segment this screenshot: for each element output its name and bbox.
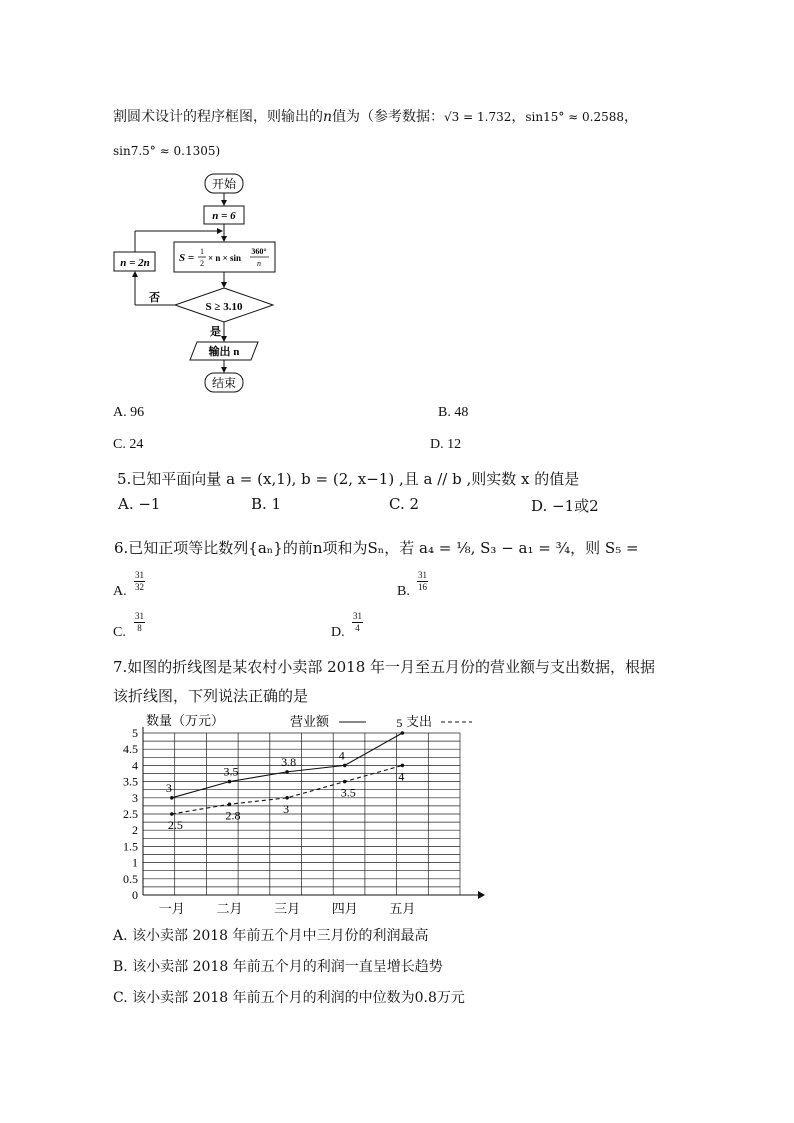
- flow-output-label: 输出 n: [208, 346, 240, 358]
- chart-x-ticks: [159, 902, 416, 917]
- legend-expense-label: 支出: [406, 715, 433, 730]
- y-tick-label: 4: [132, 758, 138, 773]
- data-point: [170, 796, 174, 800]
- q4-sqrt3: √3 = 1.732: [444, 110, 512, 124]
- q5-stem: 5.已知平面向量 a = (x,1), b = (2, x−1) ,且 a // b ,则实数 x 的值是: [117, 470, 580, 488]
- flow-calc-frac-num: 360°: [251, 247, 267, 256]
- data-label: 5: [396, 716, 403, 730]
- flowchart: [105, 168, 305, 398]
- y-tick-label: 3: [132, 790, 138, 805]
- data-label: 2.8: [225, 808, 241, 823]
- q6-option-a-label[interactable]: A.: [113, 584, 127, 599]
- q7-option-c[interactable]: C. 该小卖部 2018 年前五个月的利润的中位数为0.8万元: [113, 990, 465, 1006]
- x-tick-label: 四月: [331, 902, 358, 917]
- q6-option-a-frac[interactable]: [134, 570, 145, 593]
- data-label: 3: [165, 780, 172, 795]
- data-point: [343, 780, 347, 784]
- y-tick-label: 0: [132, 888, 138, 902]
- chart-axes: [143, 727, 485, 899]
- data-point: [170, 812, 174, 816]
- q4-sin15: sin15° ≈ 0.2588: [525, 110, 625, 124]
- q4-option-d[interactable]: D. 12: [430, 437, 462, 452]
- q4-option-a[interactable]: A. 96: [113, 405, 145, 420]
- q6-option-a-num: 31: [135, 570, 144, 580]
- q6-stem: 6.已知正项等比数列{aₙ}的前n项和为Sₙ，若 a₄ = ⅛, S₃ − a₁ = ¾，则 S₅ =: [114, 539, 639, 557]
- flow-no-label: 否: [149, 292, 160, 304]
- y-tick-label: 5: [132, 726, 138, 740]
- flow-calc-half-den: 2: [200, 259, 204, 268]
- data-label: 2.5: [167, 818, 183, 832]
- q6-option-d-label[interactable]: D.: [331, 625, 345, 640]
- data-point: [343, 764, 347, 768]
- flow-calc-frac-den: n: [257, 259, 261, 268]
- legend-revenue-label: 营业额: [290, 715, 330, 730]
- flow-start-label: 开始: [211, 177, 237, 191]
- data-label: 4: [338, 748, 345, 763]
- data-point: [401, 764, 405, 768]
- q6-option-d-num: 31: [353, 611, 362, 621]
- data-point: [285, 796, 289, 800]
- q7-stem-line1: 7.如图的折线图是某农村小卖部 2018 年一月至五月份的营业额与支出数据，根据: [113, 658, 656, 676]
- q5-option-a[interactable]: A. −1: [118, 495, 161, 513]
- q4-stem-var: n: [323, 109, 333, 125]
- line-chart: [110, 708, 490, 923]
- chart-legend: [290, 714, 472, 730]
- q6-option-d-frac[interactable]: [352, 611, 363, 634]
- q6-option-c-frac[interactable]: [134, 611, 145, 634]
- y-tick-label: 2.5: [123, 807, 138, 821]
- q4-option-b[interactable]: B. 48: [438, 405, 469, 420]
- data-point: [228, 780, 232, 784]
- x-tick-label: 五月: [389, 902, 416, 917]
- q5-option-c[interactable]: C. 2: [389, 495, 420, 513]
- flow-yes-label: 是: [210, 326, 221, 338]
- flow-cond-label: S ≥ 3.10: [205, 301, 243, 313]
- y-tick-label: 4.5: [123, 742, 138, 757]
- x-tick-label: 二月: [216, 902, 243, 917]
- y-tick-label: 3.5: [123, 774, 138, 789]
- q4-sin75: sin7.5° ≈ 0.1305): [113, 144, 221, 158]
- x-tick-label: 一月: [158, 902, 185, 917]
- q4-stem-line1: 割圆术设计的程序框图，则输出的n值为（参考数据：√3 = 1.732，sin15° ≈ 0.2588，: [113, 109, 639, 125]
- flow-calc-half-num: 1: [200, 247, 204, 256]
- q5-option-b[interactable]: B. 1: [251, 495, 282, 513]
- flow-init-label: n = 6: [212, 210, 236, 222]
- q6-option-b-label[interactable]: B.: [397, 584, 410, 599]
- y-tick-label: 2: [132, 823, 138, 838]
- flow-calc-a: S =: [179, 252, 195, 264]
- q6-option-b-num: 31: [418, 570, 427, 580]
- flow-calc-b: × n × sin: [208, 253, 242, 263]
- y-tick-label: 1: [132, 855, 138, 870]
- y-tick-label: 0.5: [123, 871, 138, 886]
- q4-stem-mid: 值为（参考数据：: [332, 109, 445, 125]
- x-axis-arrow: [478, 891, 485, 899]
- q5-option-d[interactable]: D. −1或2: [531, 497, 599, 515]
- q6-option-b-den: 16: [418, 582, 427, 592]
- data-label: 4: [398, 769, 405, 784]
- q4-stem-prefix: 割圆术设计的程序框图，则输出的: [113, 109, 323, 125]
- q6-option-b-frac[interactable]: [417, 570, 428, 593]
- q7-option-b[interactable]: B. 该小卖部 2018 年前五个月的利润一直呈增长趋势: [113, 959, 443, 975]
- q6-option-a-den: 32: [135, 582, 144, 592]
- data-label: 3.8: [281, 754, 297, 769]
- data-point: [401, 731, 405, 735]
- q6-option-c-den: 8: [137, 623, 142, 633]
- chart-series: [166, 716, 405, 832]
- chart-y-ticks: [123, 726, 138, 902]
- x-tick-label: 三月: [274, 902, 301, 917]
- q4-option-c[interactable]: C. 24: [113, 437, 144, 452]
- y-tick-label: 1.5: [123, 839, 138, 854]
- q6-option-c-label[interactable]: C.: [113, 625, 126, 640]
- q6-option-c-num: 31: [135, 611, 144, 621]
- q6-option-d-den: 4: [355, 623, 360, 633]
- data-label: 3.5: [340, 785, 356, 800]
- flow-end-label: 结束: [211, 376, 237, 390]
- data-label: 3.5: [223, 764, 239, 779]
- data-point: [285, 770, 289, 774]
- q7-option-a[interactable]: A. 该小卖部 2018 年前五个月中三月份的利润最高: [113, 928, 429, 944]
- flow-double-label: n = 2n: [120, 257, 150, 269]
- q7-stem-line2: 该折线图，下列说法正确的是: [113, 687, 309, 705]
- data-point: [228, 802, 232, 806]
- chart-grid: [143, 733, 460, 895]
- data-label: 3: [283, 801, 290, 816]
- chart-y-label: 数量（万元）: [146, 714, 225, 729]
